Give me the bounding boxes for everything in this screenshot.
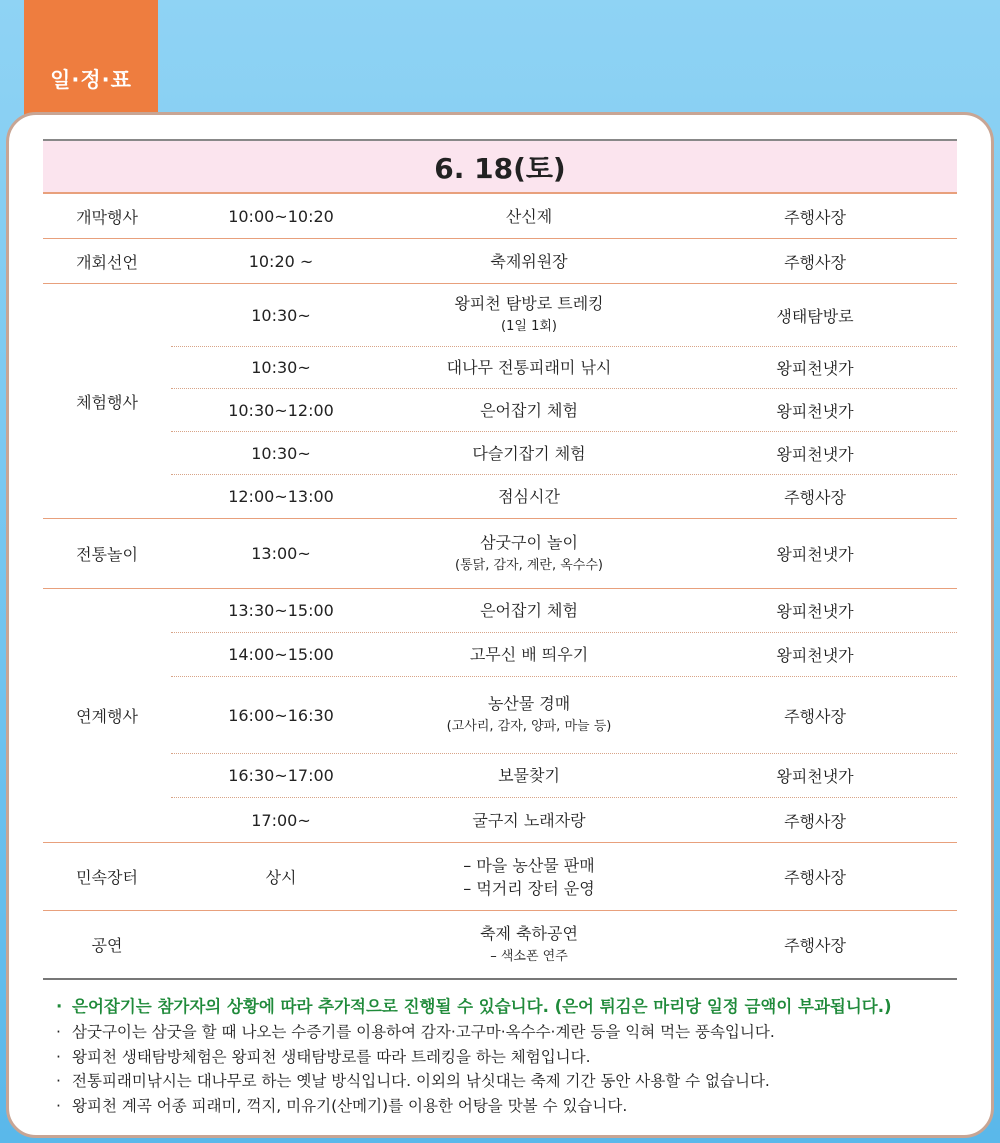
note-item	[56, 1020, 966, 1045]
program-name: 대나무 전통피래미 낚시	[446, 358, 612, 377]
note-text: 전통피래미낚시는 대나무로 하는 옛날 방식입니다. 이외의 낚싯대는 축제 기간 동안 사용할 수 없습니다.	[72, 1072, 770, 1090]
note-item	[56, 1094, 966, 1119]
schedule-body	[43, 194, 957, 978]
time-cell: 10:30~	[251, 305, 311, 325]
program-cell	[391, 205, 667, 228]
program-cell	[391, 399, 667, 422]
program-cell	[391, 292, 667, 338]
date-header: 6. 18(토)	[43, 141, 957, 194]
schedule-row	[171, 474, 957, 518]
category-label: 개막행사	[76, 207, 138, 227]
schedule-row	[171, 431, 957, 474]
schedule-row	[171, 753, 957, 797]
time-cell: 10:20 ~	[248, 251, 314, 271]
schedule-row	[171, 388, 957, 431]
program-detail: – 먹거리 장터 운영	[463, 878, 595, 898]
program-name: 굴구지 노래자랑	[472, 810, 586, 830]
schedule-row	[171, 843, 957, 910]
place-cell: 주행사장	[784, 488, 846, 507]
note-text: 왕피천 생태탐방체험은 왕피천 생태탐방로를 따라 트레킹을 하는 체험입니다.	[72, 1047, 591, 1066]
note-text: 삼굿구이는 삼굿을 할 때 나오는 수증기를 이용하여 감자·고구마·옥수수·계란 등을 익혀 먹는 풍속입니다.	[72, 1023, 775, 1041]
time-cell: 13:30~15:00	[228, 601, 334, 620]
place-cell: 주행사장	[784, 207, 846, 227]
category-label: 연계행사	[76, 707, 138, 726]
place-cell: 왕피천냇가	[776, 444, 854, 464]
time-cell: 10:30~	[251, 358, 311, 377]
program-detail: – 색소폰 연주	[490, 948, 568, 964]
schedule-row	[171, 797, 957, 842]
schedule-group	[43, 239, 957, 284]
program-cell	[391, 442, 667, 465]
time-cell: 14:00~15:00	[228, 645, 334, 664]
category-label: 체험행사	[76, 392, 138, 412]
bullet-icon: ·	[56, 997, 63, 1016]
program-name: 은어잡기 체험	[480, 601, 578, 620]
schedule-row	[171, 589, 957, 632]
program-name: 산신제	[505, 206, 553, 226]
program-cell	[391, 356, 667, 379]
category-label: 민속장터	[76, 868, 138, 887]
program-name: 보물찾기	[498, 766, 560, 785]
schedule-group	[43, 911, 957, 978]
schedule-row	[171, 632, 957, 676]
schedule-row	[171, 346, 957, 388]
schedule-table	[43, 139, 957, 980]
program-name: 점심시간	[498, 487, 560, 506]
time-cell: 10:30~12:00	[228, 400, 334, 420]
category-label: 전통놀이	[76, 545, 138, 564]
place-cell: 생태탐방로	[776, 306, 854, 326]
note-item	[56, 1045, 966, 1070]
place-cell: 왕피천냇가	[776, 767, 854, 786]
program-name: 다슬기잡기 체험	[472, 443, 586, 463]
program-cell	[391, 643, 667, 666]
time-cell: 13:00~	[251, 544, 311, 563]
bullet-icon: ·	[56, 1072, 61, 1090]
time-cell: 10:00~10:20	[228, 206, 334, 226]
time-cell: 상시	[265, 868, 297, 887]
schedule-row	[171, 676, 957, 753]
program-detail: (고사리, 감자, 양파, 마늘 등)	[446, 719, 612, 734]
program-cell	[391, 692, 667, 738]
schedule-group	[43, 284, 957, 519]
program-name: 삼굿구이 놀이	[480, 532, 578, 552]
bullet-icon: ·	[56, 1096, 61, 1115]
time-cell: 16:00~16:30	[228, 705, 334, 725]
place-cell: 주행사장	[784, 936, 846, 955]
note-item	[56, 994, 966, 1020]
program-cell	[391, 764, 667, 787]
note-item	[56, 1069, 966, 1094]
program-cell	[391, 531, 667, 577]
program-cell	[391, 922, 667, 968]
schedule-row	[171, 194, 957, 238]
program-cell	[391, 250, 667, 273]
place-cell: 주행사장	[784, 252, 846, 272]
place-cell: 주행사장	[784, 706, 846, 726]
program-name: 고무신 배 띄우기	[469, 645, 589, 664]
bullet-icon: ·	[56, 1047, 61, 1066]
schedule-row	[171, 284, 957, 346]
time-cell: 16:30~17:00	[228, 766, 334, 785]
program-name: 왕피천 탐방로 트레킹	[454, 294, 604, 313]
program-name: 은어잡기 체험	[480, 400, 578, 420]
note-text: 은어잡기는 참가자의 상황에 따라 추가적으로 진행될 수 있습니다. (은어 튀김은 마리당 일정 금액이 부과됩니다.)	[72, 997, 892, 1016]
program-detail: (통닭, 감자, 계란, 옥수수)	[455, 557, 603, 573]
time-cell: 10:30~	[251, 443, 311, 463]
time-cell: 12:00~13:00	[228, 487, 334, 506]
place-cell: 왕피천냇가	[776, 646, 854, 665]
program-cell	[391, 854, 667, 900]
program-detail: (1일 1회)	[501, 319, 557, 334]
schedule-group	[43, 843, 957, 911]
program-cell	[391, 809, 667, 832]
program-name: – 마을 농산물 판매	[463, 855, 595, 875]
place-cell: 왕피천냇가	[776, 545, 854, 564]
program-name: 축제 축하공연	[480, 923, 578, 943]
category-label: 개회선언	[76, 252, 138, 272]
schedule-row	[171, 519, 957, 588]
note-text: 왕피천 계곡 어종 피래미, 꺽지, 미유기(산메기)를 이용한 어탕을 맛볼 수 있습니다.	[72, 1096, 628, 1115]
place-cell: 왕피천냇가	[776, 602, 854, 621]
schedule-group	[43, 194, 957, 239]
place-cell: 주행사장	[784, 811, 846, 831]
place-cell: 왕피천냇가	[776, 401, 854, 421]
category-label: 공연	[91, 936, 123, 955]
program-cell	[391, 485, 667, 508]
place-cell: 주행사장	[784, 868, 846, 887]
schedule-tab-title: 일·정·표	[24, 0, 158, 122]
schedule-row	[171, 911, 957, 978]
time-cell: 17:00~	[251, 810, 311, 830]
program-name: 농산물 경매	[487, 694, 571, 713]
bullet-icon: ·	[56, 1023, 61, 1041]
schedule-row	[171, 239, 957, 283]
place-cell: 왕피천냇가	[776, 359, 854, 378]
program-cell	[391, 599, 667, 622]
notes-list	[56, 994, 966, 1118]
schedule-group	[43, 519, 957, 589]
schedule-group	[43, 589, 957, 843]
program-name: 축제위원장	[490, 251, 568, 271]
